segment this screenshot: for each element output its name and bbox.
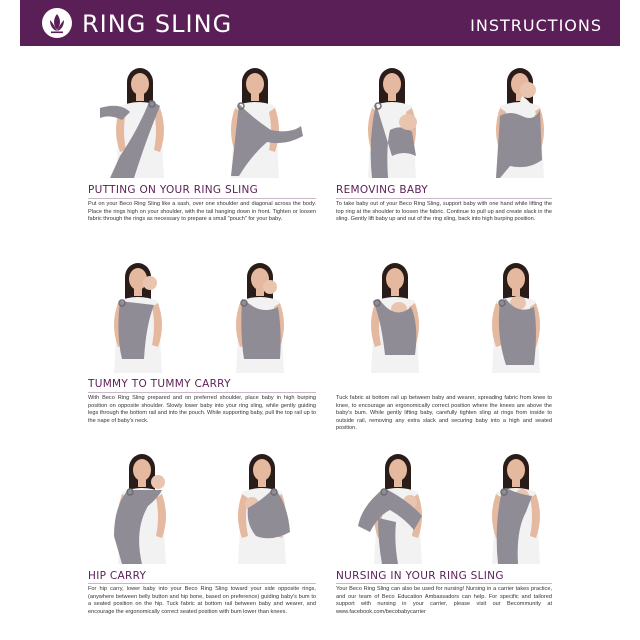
hip-title: HIP CARRY (88, 570, 147, 582)
photo-removing-1 (342, 60, 442, 178)
tummy-title: TUMMY TO TUMMY CARRY (88, 378, 231, 390)
removing-divider (336, 198, 552, 199)
tummy-divider (88, 392, 316, 393)
tummy-text-continued: Tuck fabric at bottom rail up between baby and wearer, spreading fabric from knee to knee, to encourage an ergonomically correct position where the knees are above the baby's bum. While gently lifting baby, carefully tighten sling at rings from inside to outside rail, removing any extra slack and securing baby into a high and seated position. (336, 395, 552, 432)
putting-on-title: PUTTING ON YOUR RING SLING (88, 184, 259, 196)
photo-nursing-2 (466, 446, 566, 564)
header-banner (20, 0, 620, 46)
photo-putting-on-2 (205, 60, 305, 178)
photo-tummy-2 (210, 255, 310, 373)
photo-tummy-1 (88, 255, 188, 373)
removing-title: REMOVING BABY (336, 184, 429, 196)
photo-nursing-1 (348, 446, 448, 564)
hip-divider (88, 583, 316, 584)
nursing-title: NURSING IN YOUR RING SLING (336, 570, 504, 582)
photo-putting-on-1 (90, 60, 190, 178)
nursing-text: Your Beco Ring Sling can also be used for nursing! Nursing in a carrier takes practice, and our team of Beco Education Ambassadors can help. For specific and tailored support with nursing in your carrier, please visit our Becommunity at www.facebook.com/becobabycarrier (336, 586, 552, 615)
putting-on-text: Put on your Beco Ring Sling like a sash, over one shoulder and diagonal across the body. Place the rings high on your shoulder, with the tail hanging down in front. Tighten or loosen fabric through the rings as necessary to prepare a small "pouch" for your baby. (88, 201, 316, 223)
photo-hip-2 (212, 446, 312, 564)
beco-logo-icon (42, 8, 72, 38)
photo-tummy-4 (466, 255, 566, 373)
brand-title: RING SLING (82, 10, 233, 38)
tummy-text: With Beco Ring Sling prepared and on preferred shoulder, place baby in high burping position on opposite shoulder. Slowly lower baby into your ring sling, while gently guiding legs through the bottom rail and into the pouch. While supporting baby, pull the top rail up to the nape of baby's neck. (88, 395, 316, 424)
putting-on-divider (88, 198, 316, 199)
photo-hip-1 (92, 446, 192, 564)
removing-text: To take baby out of your Beco Ring Sling, support baby with one hand while lifting the top ring at the shoulder to loosen the fabric. Continue to pull up and create slack in the sling. Gently lift baby up and out of the ring sling, back into high burping position. (336, 201, 552, 223)
photo-tummy-3 (345, 255, 445, 373)
page-title: INSTRUCTIONS (470, 16, 602, 35)
hip-text: For hip carry, lower baby into your Beco Ring Sling toward your side opposite rings, (anywhere between belly button and hip bone, based on preference) guiding baby's bum to a seated position on the hip. Tuck fabric at bottom rail between baby and wearer, and encourage the ergonomically correct seated position with bum lower than knees. (88, 586, 316, 615)
nursing-divider (336, 583, 552, 584)
photo-removing-2 (470, 60, 570, 178)
